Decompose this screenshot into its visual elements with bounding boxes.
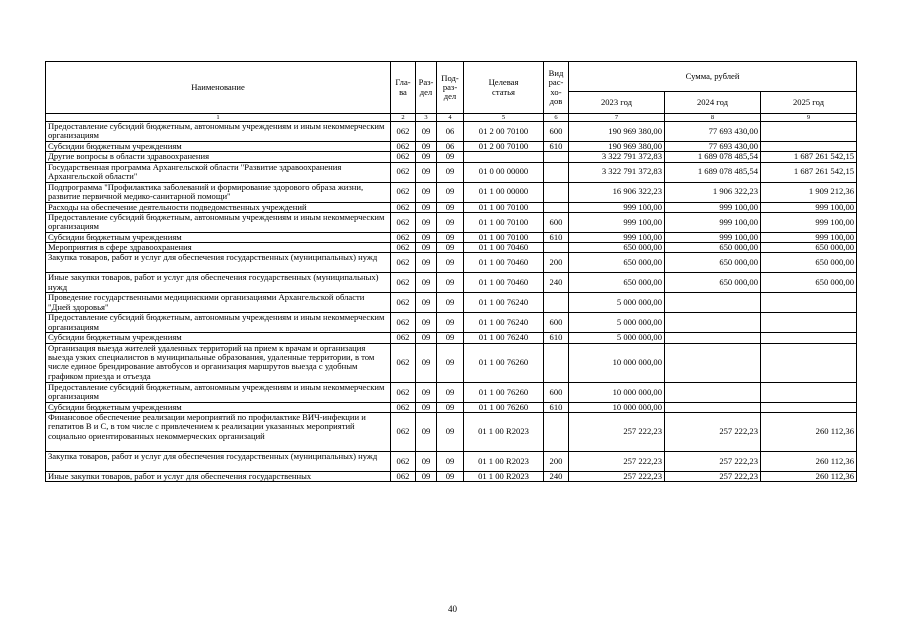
row-target: 01 1 00 R2023 (464, 452, 544, 472)
row-sum-2025: 1 687 261 542,15 (761, 162, 857, 182)
table-row (46, 382, 857, 402)
table-row (46, 142, 857, 152)
row-podrazdel: 09 (437, 253, 464, 273)
row-vid: 610 (544, 402, 569, 412)
row-target: 01 2 00 70100 (464, 122, 544, 142)
row-target: 01 0 00 00000 (464, 162, 544, 182)
row-name: Закупка товаров, работ и услуг для обеспечения государственных (муниципальных) нужд (46, 452, 391, 472)
row-razdel: 09 (416, 202, 437, 212)
row-glava: 062 (391, 253, 416, 273)
row-sum-2024: 257 222,23 (665, 413, 761, 452)
table-row (46, 202, 857, 212)
row-podrazdel: 09 (437, 293, 464, 313)
row-sum-2023: 190 969 380,00 (569, 142, 665, 152)
row-glava: 062 (391, 232, 416, 242)
row-vid: 600 (544, 122, 569, 142)
row-target: 01 1 00 76240 (464, 293, 544, 313)
row-glava: 062 (391, 182, 416, 202)
header-podrazdel: Под- раз- дел (437, 62, 464, 114)
row-vid (544, 182, 569, 202)
row-name: Субсидии бюджетным учреждениям (46, 232, 391, 242)
row-target: 01 1 00 76240 (464, 313, 544, 333)
row-sum-2025 (761, 142, 857, 152)
row-name: Субсидии бюджетным учреждениям (46, 333, 391, 343)
table-row (46, 182, 857, 202)
row-glava: 062 (391, 212, 416, 232)
row-sum-2023: 999 100,00 (569, 232, 665, 242)
row-name: Предоставление субсидий бюджетным, автономным учреждениям и иным некоммерческим организациям (46, 313, 391, 333)
header-name: Наименование (46, 62, 391, 114)
header-vid: Вид рас- хо- дов (544, 62, 569, 114)
column-number: 9 (761, 114, 857, 122)
row-vid: 610 (544, 232, 569, 242)
row-name: Закупка товаров, работ и услуг для обеспечения государственных (муниципальных) нужд (46, 253, 391, 273)
row-razdel: 09 (416, 243, 437, 253)
row-razdel: 09 (416, 162, 437, 182)
row-sum-2023: 5 000 000,00 (569, 293, 665, 313)
row-vid: 610 (544, 333, 569, 343)
row-target: 01 1 00 76260 (464, 402, 544, 412)
row-sum-2023: 5 000 000,00 (569, 313, 665, 333)
row-sum-2023: 16 906 322,23 (569, 182, 665, 202)
row-sum-2024 (665, 402, 761, 412)
row-target: 01 1 00 70460 (464, 243, 544, 253)
row-glava: 062 (391, 293, 416, 313)
row-podrazdel: 09 (437, 402, 464, 412)
row-sum-2023: 3 322 791 372,83 (569, 162, 665, 182)
row-sum-2023: 999 100,00 (569, 202, 665, 212)
row-razdel: 09 (416, 413, 437, 452)
row-sum-2025 (761, 402, 857, 412)
table-row (46, 313, 857, 333)
table-row (46, 232, 857, 242)
table-row (46, 452, 857, 472)
row-sum-2023: 5 000 000,00 (569, 333, 665, 343)
table-row (46, 273, 857, 293)
row-razdel: 09 (416, 122, 437, 142)
row-vid (544, 162, 569, 182)
row-vid (544, 293, 569, 313)
table-row (46, 293, 857, 313)
row-sum-2024 (665, 343, 761, 382)
row-sum-2024: 257 222,23 (665, 472, 761, 482)
row-sum-2025: 650 000,00 (761, 243, 857, 253)
row-razdel: 09 (416, 182, 437, 202)
column-number: 7 (569, 114, 665, 122)
row-podrazdel: 09 (437, 202, 464, 212)
header-year-2023: 2023 год (569, 92, 665, 114)
row-podrazdel: 09 (437, 232, 464, 242)
row-glava: 062 (391, 333, 416, 343)
column-number: 2 (391, 114, 416, 122)
table-body (46, 122, 857, 482)
row-vid: 240 (544, 472, 569, 482)
row-podrazdel: 09 (437, 472, 464, 482)
row-sum-2024: 1 906 322,23 (665, 182, 761, 202)
table-row (46, 162, 857, 182)
row-razdel: 09 (416, 273, 437, 293)
row-glava: 062 (391, 162, 416, 182)
row-sum-2024: 999 100,00 (665, 212, 761, 232)
column-number: 1 (46, 114, 391, 122)
row-target: 01 1 00 00000 (464, 182, 544, 202)
row-vid: 610 (544, 142, 569, 152)
row-name: Предоставление субсидий бюджетным, автономным учреждениям и иным некоммерческим организациям (46, 382, 391, 402)
row-sum-2025: 999 100,00 (761, 212, 857, 232)
row-sum-2024: 650 000,00 (665, 273, 761, 293)
row-podrazdel: 09 (437, 452, 464, 472)
row-sum-2025: 260 112,36 (761, 413, 857, 452)
row-name: Расходы на обеспечение деятельности подведомственных учреждений (46, 202, 391, 212)
table-row (46, 122, 857, 142)
row-name: Проведение государственными медицинскими организациями Архангельской области "Дней здоровья" (46, 293, 391, 313)
row-sum-2025: 999 100,00 (761, 202, 857, 212)
row-sum-2023: 257 222,23 (569, 452, 665, 472)
row-razdel: 09 (416, 253, 437, 273)
row-sum-2023: 650 000,00 (569, 273, 665, 293)
column-number: 8 (665, 114, 761, 122)
row-name: Мероприятия в сфере здравоохранения (46, 243, 391, 253)
row-sum-2024 (665, 333, 761, 343)
row-sum-2024: 1 689 078 485,54 (665, 162, 761, 182)
row-glava: 062 (391, 122, 416, 142)
row-glava: 062 (391, 382, 416, 402)
row-podrazdel: 06 (437, 122, 464, 142)
row-sum-2024: 999 100,00 (665, 232, 761, 242)
row-name: Иные закупки товаров, работ и услуг для обеспечения государственных (муниципальных) нужд (46, 273, 391, 293)
row-podrazdel: 09 (437, 243, 464, 253)
table-row (46, 152, 857, 162)
row-razdel: 09 (416, 232, 437, 242)
column-number-row (46, 114, 857, 122)
row-vid (544, 152, 569, 162)
row-name: Субсидии бюджетным учреждениям (46, 142, 391, 152)
header-glava: Гла- ва (391, 62, 416, 114)
row-target: 01 1 00 R2023 (464, 413, 544, 452)
row-sum-2023: 257 222,23 (569, 472, 665, 482)
header-year-2025: 2025 год (761, 92, 857, 114)
table-row (46, 333, 857, 343)
row-podrazdel: 09 (437, 273, 464, 293)
row-razdel: 09 (416, 472, 437, 482)
row-glava: 062 (391, 343, 416, 382)
row-razdel: 09 (416, 402, 437, 412)
row-glava: 062 (391, 202, 416, 212)
row-target: 01 1 00 70100 (464, 232, 544, 242)
row-sum-2024: 650 000,00 (665, 243, 761, 253)
table-row (46, 402, 857, 412)
row-podrazdel: 09 (437, 413, 464, 452)
row-sum-2025: 1 687 261 542,15 (761, 152, 857, 162)
row-name: Подпрограмма "Профилактика заболеваний и формирование здорового образа жизни, развитие первичной медико-санитарной помощи" (46, 182, 391, 202)
row-sum-2023: 999 100,00 (569, 212, 665, 232)
row-sum-2025: 260 112,36 (761, 472, 857, 482)
row-vid (544, 343, 569, 382)
row-podrazdel: 09 (437, 343, 464, 382)
row-sum-2024: 650 000,00 (665, 253, 761, 273)
row-razdel: 09 (416, 293, 437, 313)
row-sum-2023: 10 000 000,00 (569, 402, 665, 412)
row-target: 01 1 00 R2023 (464, 472, 544, 482)
budget-table (45, 61, 857, 482)
row-sum-2024 (665, 293, 761, 313)
row-vid (544, 413, 569, 452)
row-razdel: 09 (416, 382, 437, 402)
table-row (46, 243, 857, 253)
header-sum: Сумма, рублей (569, 62, 857, 92)
row-razdel: 09 (416, 212, 437, 232)
row-sum-2025 (761, 122, 857, 142)
row-sum-2024: 77 693 430,00 (665, 122, 761, 142)
row-podrazdel: 09 (437, 182, 464, 202)
row-razdel: 09 (416, 452, 437, 472)
row-glava: 062 (391, 402, 416, 412)
row-target: 01 1 00 76260 (464, 343, 544, 382)
row-sum-2025: 999 100,00 (761, 232, 857, 242)
row-sum-2024: 999 100,00 (665, 202, 761, 212)
row-glava: 062 (391, 152, 416, 162)
column-number: 4 (437, 114, 464, 122)
row-sum-2024: 257 222,23 (665, 452, 761, 472)
row-podrazdel: 09 (437, 162, 464, 182)
row-target: 01 1 00 70100 (464, 212, 544, 232)
row-name: Субсидии бюджетным учреждениям (46, 402, 391, 412)
row-razdel: 09 (416, 313, 437, 333)
page-number: 40 (448, 604, 457, 614)
row-sum-2023: 650 000,00 (569, 253, 665, 273)
row-sum-2023: 10 000 000,00 (569, 382, 665, 402)
row-sum-2024: 77 693 430,00 (665, 142, 761, 152)
row-podrazdel: 09 (437, 382, 464, 402)
row-target: 01 1 00 70460 (464, 253, 544, 273)
row-glava: 062 (391, 452, 416, 472)
row-glava: 062 (391, 142, 416, 152)
row-sum-2025 (761, 333, 857, 343)
row-target: 01 1 00 70100 (464, 202, 544, 212)
row-vid: 600 (544, 313, 569, 333)
row-razdel: 09 (416, 343, 437, 382)
row-name: Финансовое обеспечение реализации мероприятий по профилактике ВИЧ-инфекции и гепатитов В и С, в том числе с привлечением к реализации указанных мероприятий социально ориентированных некоммерческих организаций (46, 413, 391, 452)
row-glava: 062 (391, 273, 416, 293)
row-sum-2024 (665, 382, 761, 402)
row-sum-2025 (761, 313, 857, 333)
row-target (464, 152, 544, 162)
row-razdel: 09 (416, 333, 437, 343)
row-glava: 062 (391, 413, 416, 452)
row-name: Другие вопросы в области здравоохранения (46, 152, 391, 162)
row-target: 01 2 00 70100 (464, 142, 544, 152)
row-podrazdel: 09 (437, 212, 464, 232)
row-sum-2023: 3 322 791 372,83 (569, 152, 665, 162)
table-row (46, 413, 857, 452)
row-glava: 062 (391, 313, 416, 333)
header-target: Целевая статья (464, 62, 544, 114)
row-vid (544, 202, 569, 212)
row-vid: 600 (544, 212, 569, 232)
row-vid: 200 (544, 253, 569, 273)
row-sum-2025: 650 000,00 (761, 273, 857, 293)
row-target: 01 1 00 76240 (464, 333, 544, 343)
row-vid: 240 (544, 273, 569, 293)
row-sum-2025: 1 909 212,36 (761, 182, 857, 202)
row-name: Организация выезда жителей удаленных территорий на прием к врачам и организация выезда узких специалистов в муниципальные образования, удаленные территории, в том числе единое брендирование автобусов и организация маршрутов выезда с удобным графиком приезда и отъезда (46, 343, 391, 382)
row-target: 01 1 00 76260 (464, 382, 544, 402)
row-vid: 600 (544, 382, 569, 402)
row-name: Предоставление субсидий бюджетным, автономным учреждениям и иным некоммерческим организациям (46, 212, 391, 232)
row-sum-2024 (665, 313, 761, 333)
row-vid (544, 243, 569, 253)
row-podrazdel: 09 (437, 313, 464, 333)
row-name: Государственная программа Архангельской области "Развитие здравоохранения Архангельской области" (46, 162, 391, 182)
row-sum-2025 (761, 343, 857, 382)
row-sum-2023: 10 000 000,00 (569, 343, 665, 382)
row-sum-2025 (761, 293, 857, 313)
table-row (46, 472, 857, 482)
column-number: 5 (464, 114, 544, 122)
row-razdel: 09 (416, 142, 437, 152)
row-target: 01 1 00 70460 (464, 273, 544, 293)
row-sum-2023: 190 969 380,00 (569, 122, 665, 142)
row-vid: 200 (544, 452, 569, 472)
column-number: 6 (544, 114, 569, 122)
row-podrazdel: 09 (437, 333, 464, 343)
header-year-2024: 2024 год (665, 92, 761, 114)
table-row (46, 343, 857, 382)
row-glava: 062 (391, 472, 416, 482)
row-name: Предоставление субсидий бюджетным, автономным учреждениям и иным некоммерческим организациям (46, 122, 391, 142)
row-sum-2023: 650 000,00 (569, 243, 665, 253)
column-number: 3 (416, 114, 437, 122)
row-sum-2023: 257 222,23 (569, 413, 665, 452)
row-podrazdel: 06 (437, 142, 464, 152)
row-sum-2025: 260 112,36 (761, 452, 857, 472)
row-sum-2025 (761, 382, 857, 402)
row-sum-2024: 1 689 078 485,54 (665, 152, 761, 162)
table-row (46, 212, 857, 232)
row-podrazdel: 09 (437, 152, 464, 162)
row-glava: 062 (391, 243, 416, 253)
table-row (46, 253, 857, 273)
header-razdel: Раз- дел (416, 62, 437, 114)
row-razdel: 09 (416, 152, 437, 162)
row-name: Иные закупки товаров, работ и услуг для обеспечения государственных (46, 472, 391, 482)
row-sum-2025: 650 000,00 (761, 253, 857, 273)
